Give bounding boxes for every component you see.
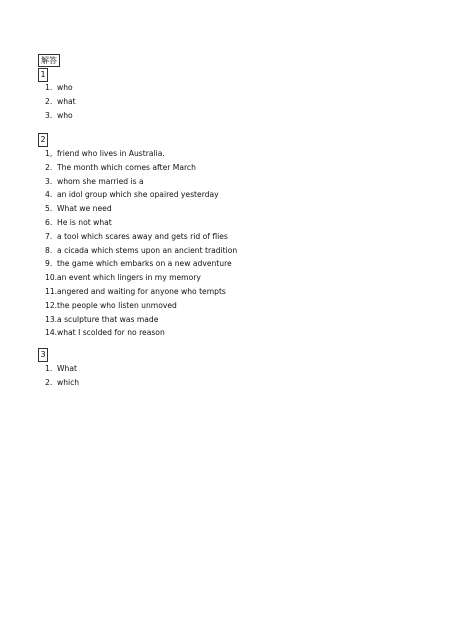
answer-number: 9. bbox=[45, 259, 53, 269]
answer-text: friend who lives in Australia. bbox=[57, 149, 165, 158]
answer-item bbox=[45, 362, 79, 376]
answer-text: the game which embarks on a new adventure bbox=[57, 259, 232, 269]
answer-item bbox=[45, 271, 237, 285]
answer-number: 1. bbox=[45, 364, 53, 373]
section-1-answer-list bbox=[45, 81, 76, 122]
answer-text: which bbox=[57, 377, 80, 387]
answer-text: angered and waiting for anyone who tempts bbox=[57, 286, 226, 296]
answer-number: 6. bbox=[45, 217, 53, 227]
answer-text: a sculpture that was made bbox=[57, 314, 159, 324]
answer-number: 13. bbox=[45, 314, 58, 324]
answer-item bbox=[45, 376, 79, 390]
answer-item bbox=[45, 161, 237, 175]
section-1-label-box: 1 bbox=[38, 68, 48, 82]
section-3-label-box: 3 bbox=[38, 348, 48, 362]
answer-item bbox=[45, 202, 237, 216]
answer-item bbox=[45, 244, 237, 258]
answer-item bbox=[45, 257, 237, 271]
answer-number: 3. bbox=[45, 176, 53, 186]
answer-number: 11. bbox=[45, 286, 58, 296]
answer-number: 1, bbox=[45, 149, 53, 158]
answer-item bbox=[45, 175, 237, 189]
answer-number: 1. bbox=[45, 83, 53, 92]
answer-item bbox=[45, 285, 237, 299]
answer-text: He is not what bbox=[57, 217, 112, 227]
answer-text: a tool which scares away and gets rid of flies bbox=[57, 231, 228, 241]
answer-item bbox=[45, 313, 237, 327]
answer-item bbox=[45, 299, 237, 313]
section-3-answer-list bbox=[45, 362, 79, 390]
answer-number: 12. bbox=[45, 300, 58, 310]
answer-item bbox=[45, 216, 237, 230]
answer-item bbox=[45, 188, 237, 202]
answer-item bbox=[45, 95, 76, 109]
answer-text: an event which lingers in my memory bbox=[57, 273, 201, 283]
answer-number: 2. bbox=[45, 162, 53, 172]
answer-number: 4. bbox=[45, 190, 53, 200]
answer-item bbox=[45, 326, 237, 340]
answer-text: who bbox=[57, 83, 73, 92]
answer-number: 10. bbox=[45, 273, 58, 283]
answer-item bbox=[45, 81, 76, 95]
answers-heading: 解答 bbox=[38, 54, 60, 67]
answer-item bbox=[45, 230, 237, 244]
answer-number: 7. bbox=[45, 231, 53, 241]
answer-text: who bbox=[57, 110, 73, 120]
answer-text: What we need bbox=[57, 204, 112, 214]
answer-text: what I scolded for no reason bbox=[57, 328, 165, 338]
answer-item bbox=[45, 147, 237, 161]
answer-text: a cicada which stems upon an ancient tradition bbox=[57, 245, 238, 255]
answer-number: 8. bbox=[45, 245, 53, 255]
answer-text: What bbox=[57, 364, 77, 373]
section-2-label-box: 2 bbox=[38, 133, 48, 147]
answer-text: what bbox=[57, 96, 76, 106]
answer-text: the people who listen unmoved bbox=[57, 300, 177, 310]
answer-number: 3. bbox=[45, 110, 53, 120]
answer-number: 14. bbox=[45, 328, 58, 338]
answer-text: The month which comes after March bbox=[57, 162, 196, 172]
answer-number: 2. bbox=[45, 377, 53, 387]
answer-number: 2. bbox=[45, 96, 53, 106]
section-2-answer-list bbox=[45, 147, 237, 340]
answer-text: whom she married is a bbox=[57, 176, 144, 186]
answer-number: 5. bbox=[45, 204, 53, 214]
answer-text: an idol group which she opaired yesterday bbox=[57, 190, 219, 200]
answer-item bbox=[45, 109, 76, 123]
